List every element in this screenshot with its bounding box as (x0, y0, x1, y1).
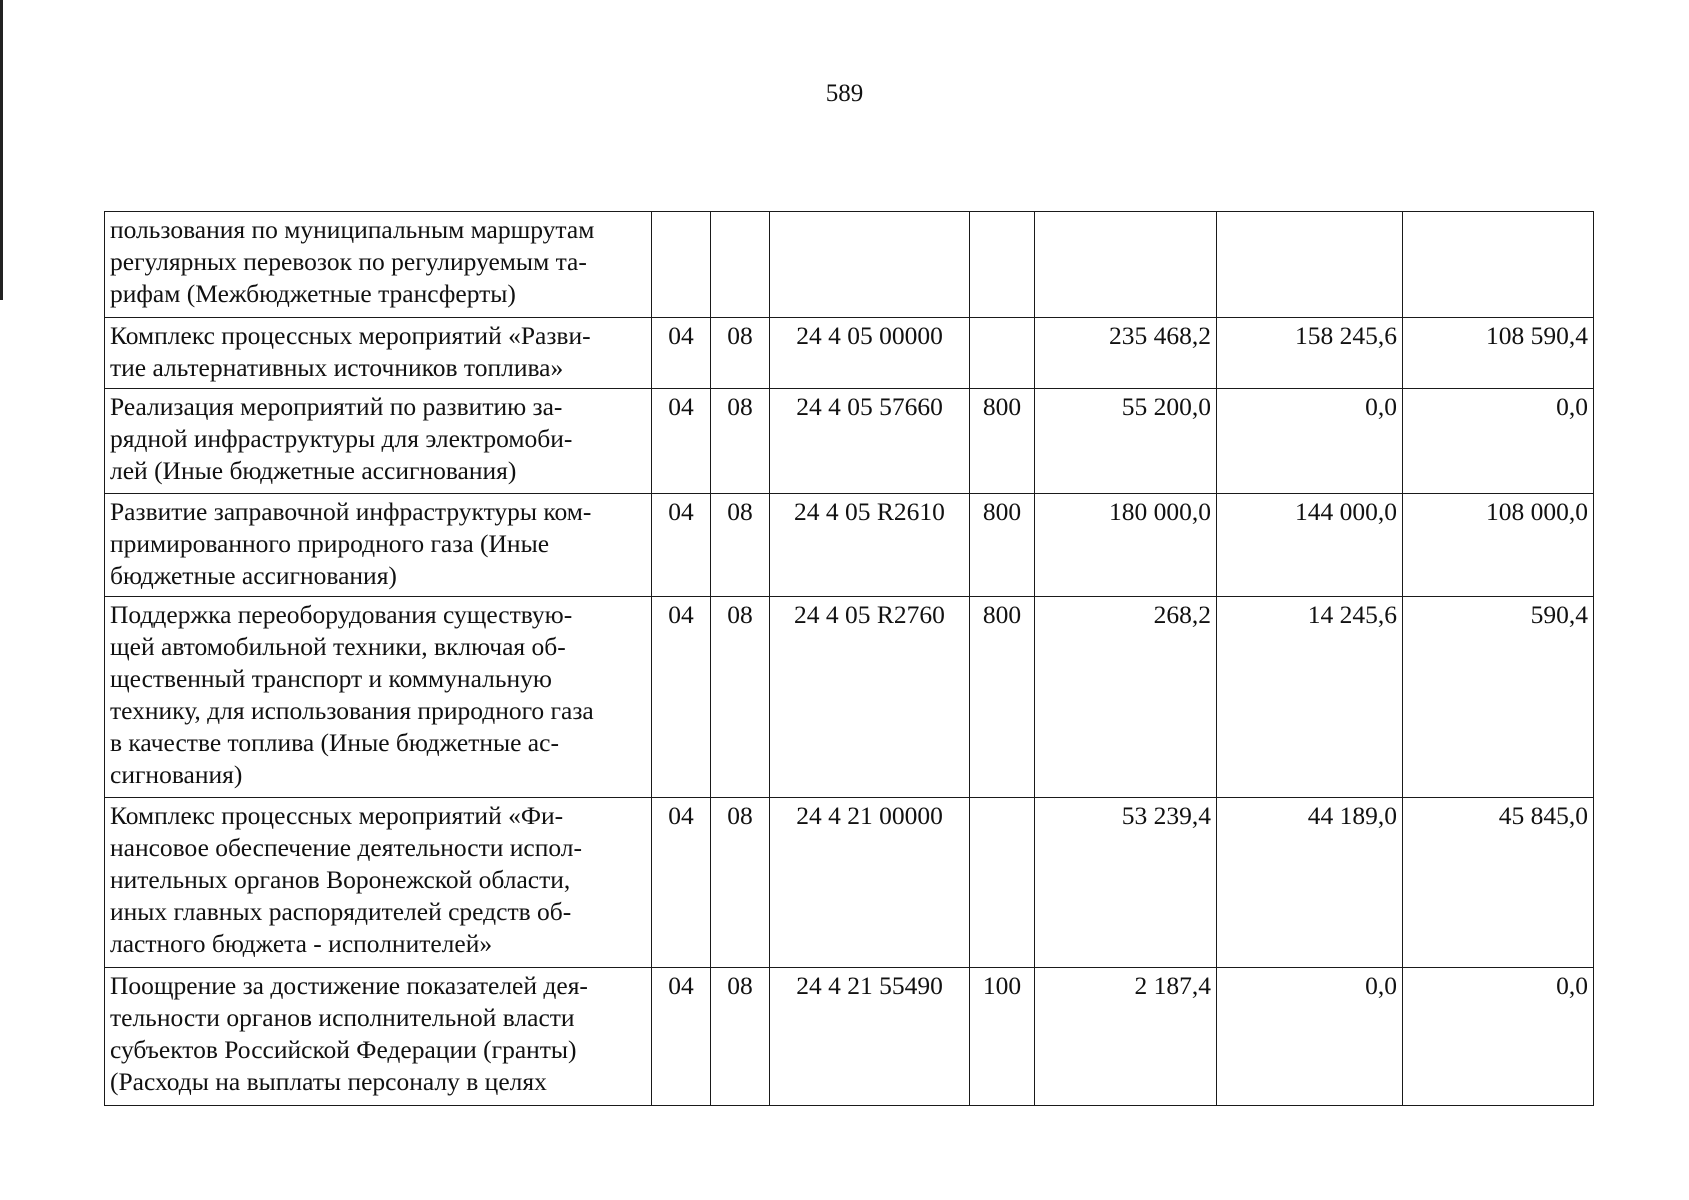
amount-year-3: 0,0 (1403, 968, 1594, 1106)
table-row (105, 494, 1594, 597)
amount-year-2: 44 189,0 (1217, 798, 1403, 968)
section-code: 04 (652, 494, 711, 597)
name-line: тельности органов исполнительной власти (110, 1003, 575, 1032)
name-line: регулярных перевозок по регулируемым та- (110, 247, 587, 276)
section-code: 04 (652, 968, 711, 1106)
target-article-code: 24 4 05 R2610 (770, 494, 970, 597)
section-code (652, 212, 711, 318)
amount-year-3: 0,0 (1403, 389, 1594, 494)
page-number: 589 (825, 80, 864, 107)
row-name (105, 318, 652, 389)
amount-year-3: 108 590,4 (1403, 318, 1594, 389)
section-code: 04 (652, 389, 711, 494)
name-line: Развитие заправочной инфраструктуры ком- (110, 497, 592, 526)
target-article-code: 24 4 05 00000 (770, 318, 970, 389)
amount-year-1: 268,2 (1035, 597, 1217, 798)
row-name (105, 494, 652, 597)
name-line: щественный транспорт и коммунальную (110, 664, 552, 693)
table-row (105, 968, 1594, 1106)
amount-year-2 (1217, 212, 1403, 318)
subsection-code: 08 (711, 389, 770, 494)
name-line: ластного бюджета - исполнителей» (110, 929, 493, 958)
name-line: иных главных распорядителей средств об- (110, 897, 572, 926)
target-article-code: 24 4 05 R2760 (770, 597, 970, 798)
name-line: (Расходы на выплаты персоналу в целях (110, 1067, 547, 1096)
table-row (105, 389, 1594, 494)
name-line: примированного природного газа (Иные (110, 529, 550, 558)
name-line: Поддержка переоборудования существую- (110, 600, 573, 629)
expense-type-code: 800 (970, 389, 1035, 494)
name-line: нительных органов Воронежской области, (110, 865, 571, 894)
name-line: Комплекс процессных мероприятий «Фи- (110, 801, 564, 830)
row-name (105, 389, 652, 494)
name-line: тие альтернативных источников топлива» (110, 353, 564, 382)
section-code: 04 (652, 318, 711, 389)
amount-year-1: 2 187,4 (1035, 968, 1217, 1106)
subsection-code: 08 (711, 494, 770, 597)
name-line: в качестве топлива (Иные бюджетные ас- (110, 728, 559, 757)
budget-table (104, 211, 1594, 1106)
table-body (105, 212, 1594, 1106)
section-code: 04 (652, 798, 711, 968)
amount-year-2: 158 245,6 (1217, 318, 1403, 389)
name-line: Поощрение за достижение показателей дея- (110, 971, 588, 1000)
name-line: Реализация мероприятий по развитию за- (110, 392, 563, 421)
table-row (105, 798, 1594, 968)
amount-year-1: 53 239,4 (1035, 798, 1217, 968)
section-code: 04 (652, 597, 711, 798)
subsection-code (711, 212, 770, 318)
target-article-code: 24 4 21 55490 (770, 968, 970, 1106)
name-line: пользования по муниципальным маршрутам (110, 215, 595, 244)
amount-year-3 (1403, 212, 1594, 318)
table-row (105, 212, 1594, 318)
name-line: рифам (Межбюджетные трансферты) (110, 279, 516, 308)
table-row (105, 597, 1594, 798)
name-line: щей автомобильной техники, включая об- (110, 632, 566, 661)
target-article-code: 24 4 21 00000 (770, 798, 970, 968)
expense-type-code (970, 318, 1035, 389)
name-line: субъектов Российской Федерации (гранты) (110, 1035, 577, 1064)
name-line: Комплекс процессных мероприятий «Разви- (110, 321, 591, 350)
name-line: нансовое обеспечение деятельности испол- (110, 833, 583, 862)
amount-year-2: 144 000,0 (1217, 494, 1403, 597)
amount-year-1: 180 000,0 (1035, 494, 1217, 597)
subsection-code: 08 (711, 798, 770, 968)
table-row (105, 318, 1594, 389)
amount-year-3: 590,4 (1403, 597, 1594, 798)
row-name (105, 597, 652, 798)
expense-type-code: 100 (970, 968, 1035, 1106)
amount-year-2: 0,0 (1217, 389, 1403, 494)
name-line: лей (Иные бюджетные ассигнования) (110, 456, 517, 485)
row-name (105, 798, 652, 968)
amount-year-1: 235 468,2 (1035, 318, 1217, 389)
name-line: технику, для использования природного газа (110, 696, 594, 725)
amount-year-1: 55 200,0 (1035, 389, 1217, 494)
amount-year-2: 0,0 (1217, 968, 1403, 1106)
amount-year-3: 108 000,0 (1403, 494, 1594, 597)
target-article-code: 24 4 05 57660 (770, 389, 970, 494)
expense-type-code: 800 (970, 494, 1035, 597)
subsection-code: 08 (711, 597, 770, 798)
subsection-code: 08 (711, 968, 770, 1106)
amount-year-3: 45 845,0 (1403, 798, 1594, 968)
name-line: рядной инфраструктуры для электромоби- (110, 424, 573, 453)
row-name (105, 212, 652, 318)
scan-edge-mark (0, 0, 3, 300)
amount-year-1 (1035, 212, 1217, 318)
row-name (105, 968, 652, 1106)
expense-type-code (970, 212, 1035, 318)
amount-year-2: 14 245,6 (1217, 597, 1403, 798)
target-article-code (770, 212, 970, 318)
name-line: сигнования) (110, 760, 243, 789)
expense-type-code: 800 (970, 597, 1035, 798)
name-line: бюджетные ассигнования) (110, 561, 397, 590)
expense-type-code (970, 798, 1035, 968)
subsection-code: 08 (711, 318, 770, 389)
